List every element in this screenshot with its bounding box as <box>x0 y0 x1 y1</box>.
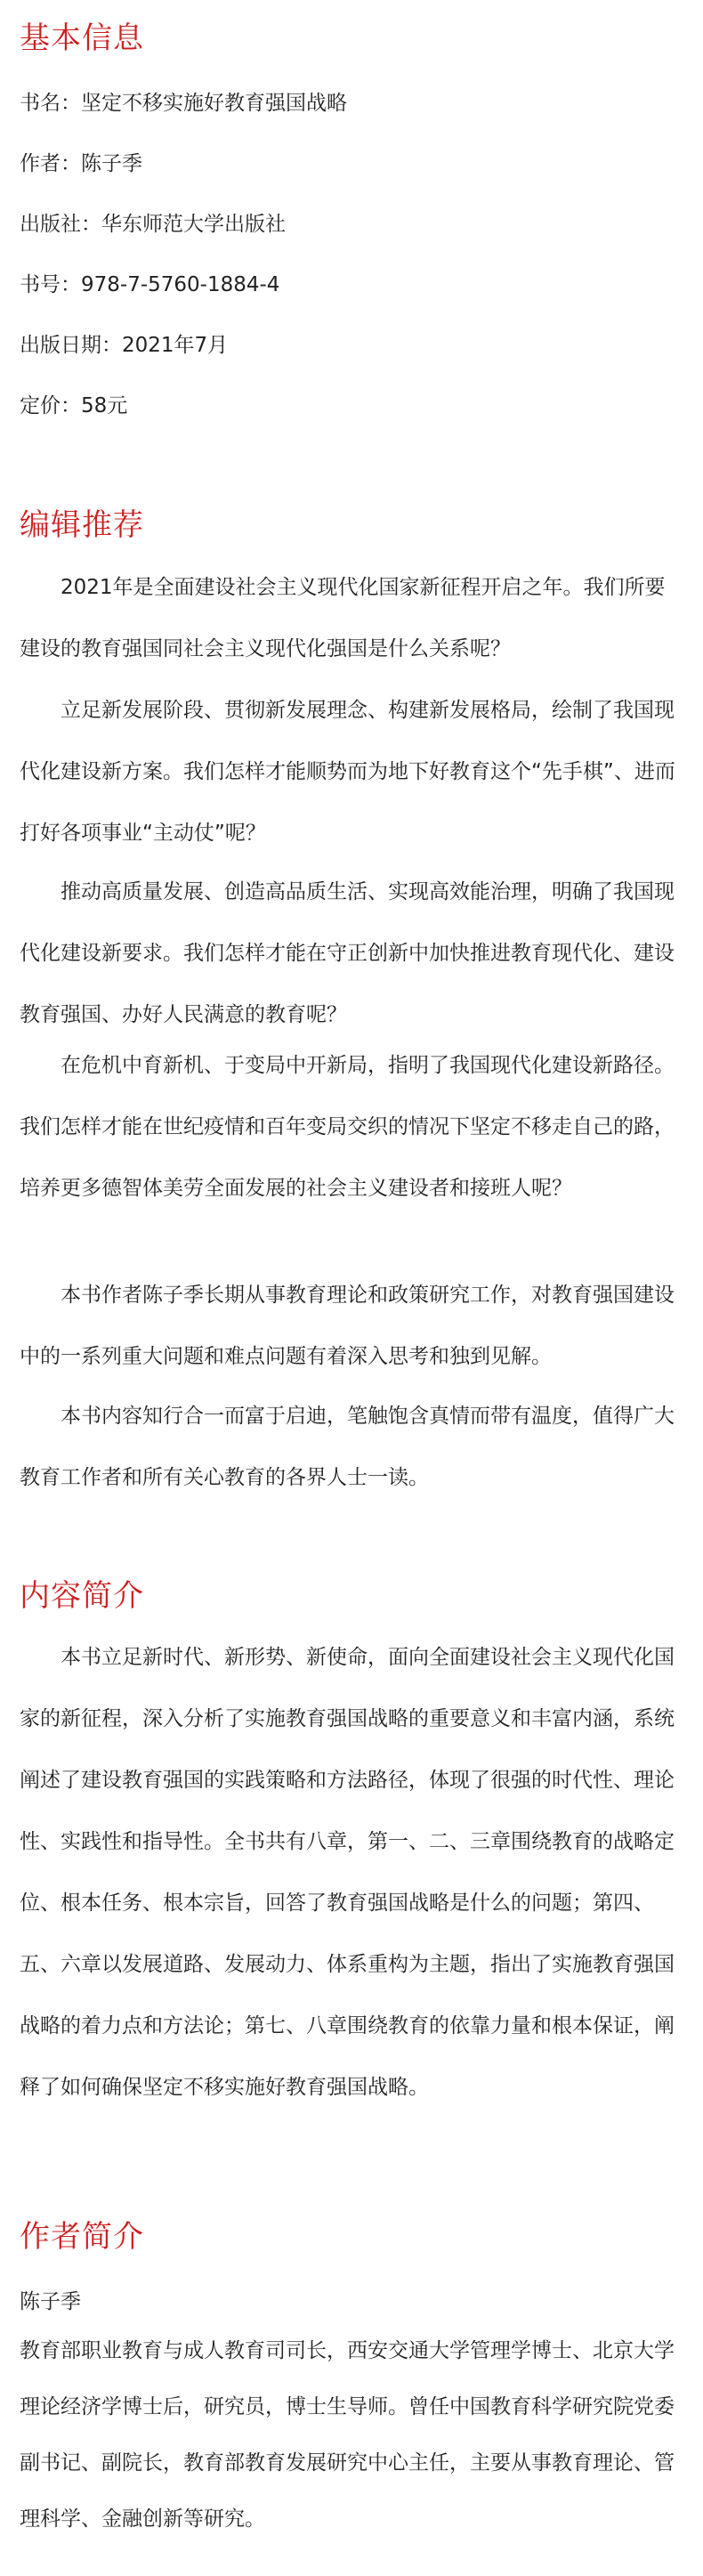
editor-recommendation-heading: 编辑推荐 <box>20 507 144 543</box>
book-price-line: 定价：58元 <box>20 394 128 417</box>
editor-paragraph: 2021年是全面建设社会主义现代化国家新征程开启之年。我们所要建设的教育强国同社会主义现代化强国是什么关系呢？ <box>20 576 666 660</box>
book-title-line: 书名：坚定不移实施好教育强国战略 <box>20 92 347 115</box>
book-publisher-line: 出版社：华东师范大学出版社 <box>20 213 286 236</box>
author-name: 陈子季 <box>20 2290 81 2313</box>
editor-paragraph: 本书作者陈子季长期从事教育理论和政策研究工作，对教育强国建设中的一系列重大问题和难点问题有着深入思考和独到见解。 <box>20 1284 675 1368</box>
author-bio: 教育部职业教育与成人教育司司长，西安交通大学管理学博士、北京大学理论经济学博士后，研究员，博士生导师。曾任中国教育科学研究院党委副书记、副院长，教育部教育发展研究中心主任，主要从事教育理论、管理科学、金融创新等研究。 <box>20 2339 675 2531</box>
content-summary-heading: 内容简介 <box>20 1578 144 1614</box>
book-isbn-line: 书号：978-7-5760-1884-4 <box>20 273 280 296</box>
editor-paragraph: 立足新发展阶段、贯彻新发展理念、构建新发展格局，绘制了我国现代化建设新方案。我们怎样才能顺势而为地下好教育这个“先手棋”、进而打好各项事业“主动仗”呢？ <box>20 699 675 845</box>
author-intro-heading: 作者简介 <box>20 2219 144 2255</box>
editor-paragraph: 推动高质量发展、创造高品质生活、实现高效能治理，明确了我国现代化建设新要求。我们怎样才能在守正创新中加快推进教育现代化、建设教育强国、办好人民满意的教育呢？ <box>20 880 675 1026</box>
editor-paragraph: 本书内容知行合一而富于启迪，笔触饱含真情而带有温度，值得广大教育工作者和所有关心教育的各界人士一读。 <box>20 1405 675 1489</box>
basic-info-heading: 基本信息 <box>20 20 144 56</box>
editor-paragraph: 在危机中育新机、于变局中开新局，指明了我国现代化建设新路径。我们怎样才能在世纪疫情和百年变局交织的情况下坚定不移走自己的路，培养更多德智体美劳全面发展的社会主义建设者和接班人呢？ <box>20 1054 675 1200</box>
content-summary-paragraph: 本书立足新时代、新形势、新使命，面向全面建设社会主义现代化国家的新征程，深入分析了实施教育强国战略的重要意义和丰富内涵，系统阐述了建设教育强国的实践策略和方法路径，体现了很强的时代性、理论性、实践性和指导性。全书共有八章，第一、二、三章围绕教育的战略定位、根本任务、根本宗旨，回答了教育强国战略是什么的问题；第四、五、六章以发展道路、发展动力、体系重构为主题，指出了实施教育强国战略的着力点和方法论；第七、八章围绕教育的依靠力量和根本保证，阐释了如何确保坚定不移实施好教育强国战略。 <box>20 1646 675 2099</box>
book-author-line: 作者：陈子季 <box>20 152 142 175</box>
book-date-line: 出版日期：2021年7月 <box>20 334 229 357</box>
